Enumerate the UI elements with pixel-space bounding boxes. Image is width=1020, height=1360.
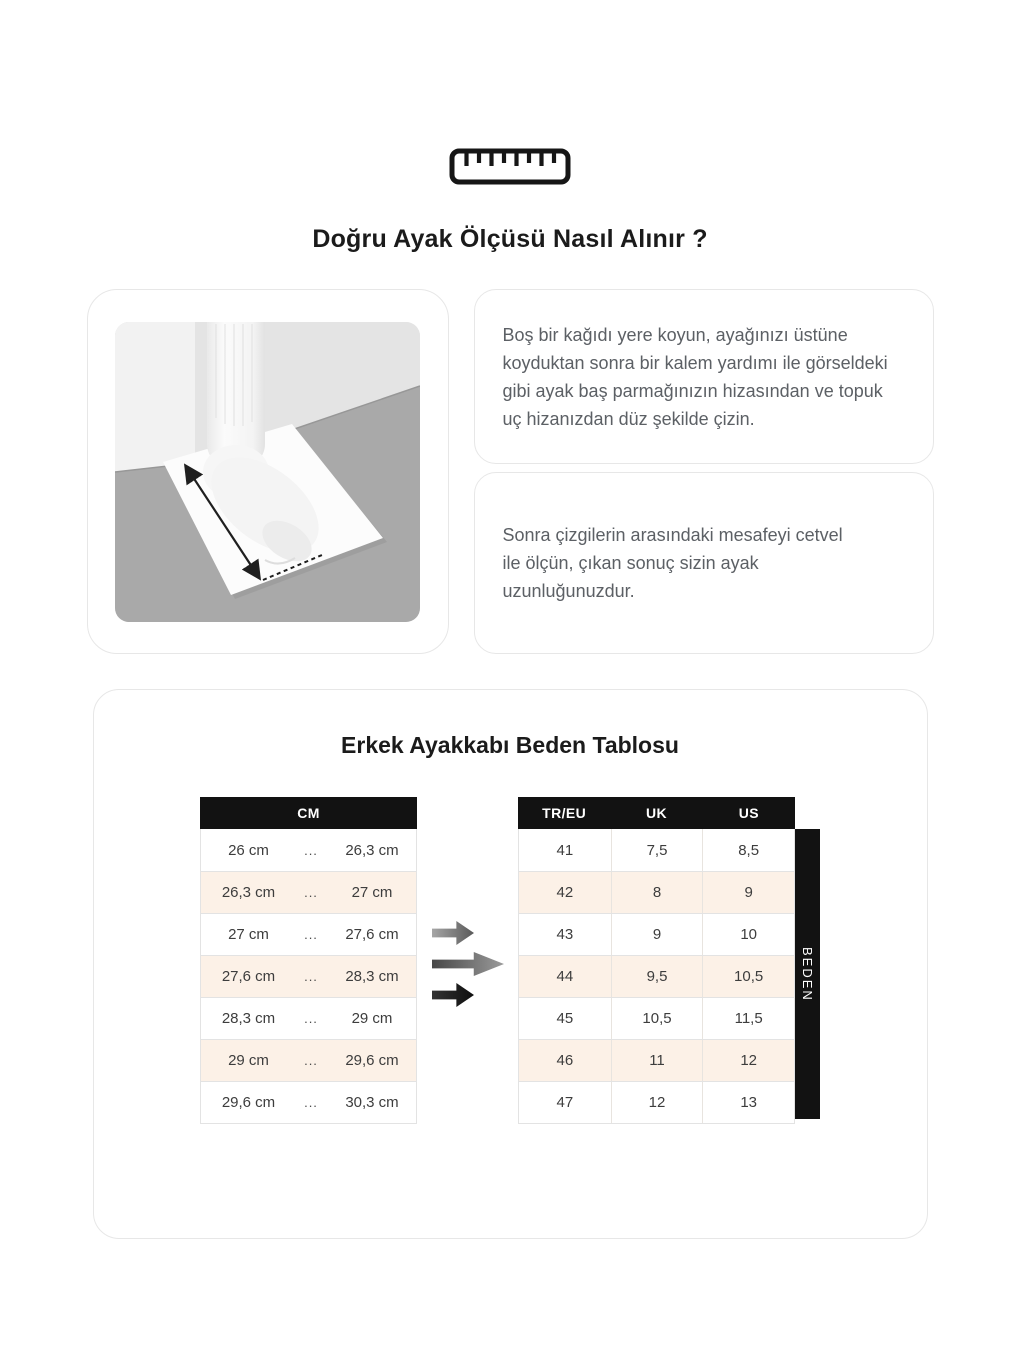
size-table-row: [519, 1081, 794, 1123]
cm-cell-separator: ...: [304, 1095, 318, 1110]
size-cell-treu: 41: [556, 841, 574, 859]
cm-cell-separator: ...: [304, 1053, 318, 1068]
size-chart-card: [93, 689, 928, 1239]
size-cell-treu: 44: [556, 968, 574, 985]
size-cell-treu: 42: [556, 884, 574, 901]
size-cell-us: 12: [702, 1040, 794, 1081]
size-table-header: [518, 797, 795, 829]
cm-cell-to: 29 cm: [351, 1010, 393, 1027]
instruction-card-2: [474, 472, 934, 654]
cm-cell-to: 30,3 cm: [345, 1094, 399, 1111]
cm-cell-separator: ...: [304, 927, 318, 942]
size-table-row: [519, 1039, 794, 1081]
cm-cell-to: 27 cm: [351, 884, 393, 901]
cm-cell-from: 26 cm: [228, 841, 269, 859]
arrow-right-icon: [432, 952, 504, 976]
cm-table-row: [201, 997, 416, 1039]
size-cell-uk: 10,5: [611, 998, 703, 1039]
cm-cell-from: 29 cm: [228, 1052, 269, 1069]
arrow-right-icon: [432, 983, 474, 1007]
foot-photo-illustration: [115, 322, 420, 622]
beden-side-label: BEDEN: [795, 829, 820, 1119]
howto-section: [87, 289, 934, 654]
cm-cell-separator: ...: [304, 969, 318, 984]
cm-table-row: [201, 913, 416, 955]
size-cell-treu: 43: [556, 926, 574, 943]
instruction-cards: [474, 289, 934, 654]
size-table: [518, 797, 795, 1124]
size-table-row: [519, 955, 794, 997]
cm-cell-to: 27,6 cm: [345, 926, 399, 943]
cm-cell-separator: ...: [304, 885, 318, 900]
conversion-arrows: [417, 921, 518, 1007]
arrow-right-icon: [432, 921, 474, 945]
cm-table-row: [201, 871, 416, 913]
hero-section: [0, 148, 1020, 254]
size-cell-us: 11,5: [702, 998, 794, 1039]
size-chart-title: Erkek Ayakkabı Beden Tablosu: [341, 732, 679, 758]
size-table-group: [518, 797, 820, 1124]
cm-table-row: [201, 955, 416, 997]
size-table-row: [519, 913, 794, 955]
cm-cell-to: 28,3 cm: [345, 968, 399, 985]
size-cell-us: 13: [702, 1082, 794, 1123]
size-cell-uk: 11: [611, 1040, 703, 1081]
size-table-row: [519, 997, 794, 1039]
cm-cell-separator: ...: [304, 842, 318, 858]
size-cell-uk: 7,5: [611, 829, 703, 871]
ruler-icon: [449, 148, 571, 185]
cm-cell-to: 26,3 cm: [345, 841, 399, 859]
photo-card: [87, 289, 449, 654]
cm-cell-from: 29,6 cm: [221, 1094, 276, 1111]
cm-cell-from: 27,6 cm: [221, 968, 276, 985]
cm-cell-from: 26,3 cm: [221, 884, 276, 901]
cm-table-row: [201, 829, 416, 871]
size-cell-uk: 9,5: [611, 956, 703, 997]
cm-table: [200, 797, 417, 1124]
size-col-us: US: [738, 805, 759, 821]
size-col-uk: UK: [645, 805, 667, 821]
size-col-treu: TR/EU: [542, 805, 587, 821]
size-cell-uk: 12: [611, 1082, 703, 1123]
size-table-row: [519, 871, 794, 913]
page-title: Doğru Ayak Ölçüsü Nasıl Alınır ?: [312, 225, 708, 253]
size-cell-treu: 47: [556, 1094, 574, 1111]
size-cell-uk: 9: [611, 914, 703, 955]
size-cell-treu: 45: [556, 1010, 574, 1027]
size-tables: [94, 797, 927, 1124]
cm-cell-to: 29,6 cm: [345, 1052, 399, 1069]
size-cell-us: 8,5: [702, 829, 794, 871]
cm-table-header: CM: [200, 797, 417, 829]
size-cell-us: 10,5: [702, 956, 794, 997]
size-cell-treu: 46: [556, 1052, 574, 1069]
cm-cell-from: 28,3 cm: [221, 1010, 276, 1027]
instruction-card-1: [474, 289, 934, 464]
size-table-body: [518, 829, 795, 1124]
foot-measurement-photo: [115, 322, 420, 622]
cm-table-row: [201, 1081, 416, 1123]
cm-cell-separator: ...: [304, 1011, 318, 1026]
cm-table-row: [201, 1039, 416, 1081]
instruction-text-1: Boş bir kağıdı yere koyun, ayağınızı üstüne koyduktan sonra bir kalem yardımı ile görseldeki gibi ayak baş parmağınızın hizasından ve topuk uç hizanızdan düz şekilde çizin.: [502, 324, 888, 429]
cm-cell-from: 27 cm: [228, 926, 269, 943]
size-cell-us: 9: [702, 872, 794, 913]
instruction-text-2: Sonra çizgilerin arasındaki mesafeyi cetvel ile ölçün, çıkan sonuç sizin ayak uzunluğunuzdur.: [502, 525, 843, 601]
cm-table-body: [200, 829, 417, 1124]
size-table-row: [519, 829, 794, 871]
size-cell-uk: 8: [611, 872, 703, 913]
size-cell-us: 10: [702, 914, 794, 955]
